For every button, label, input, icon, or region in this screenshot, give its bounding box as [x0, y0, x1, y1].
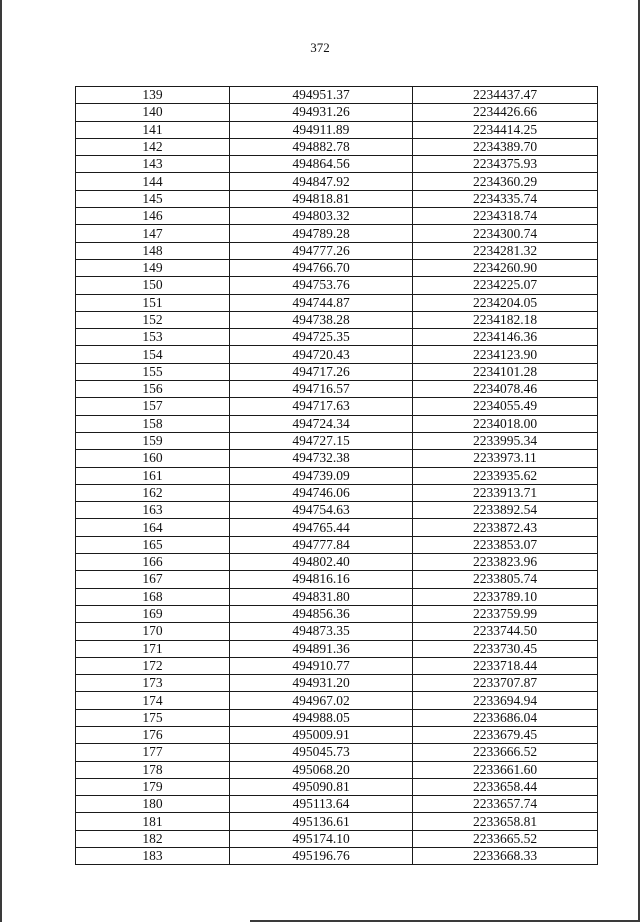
point-number-cell: 183 — [76, 848, 230, 865]
x-coordinate-cell: 494911.89 — [230, 121, 413, 138]
y-coordinate-cell: 2233666.52 — [413, 744, 598, 761]
x-coordinate-cell: 494744.87 — [230, 294, 413, 311]
x-coordinate-cell: 494725.35 — [230, 329, 413, 346]
y-coordinate-cell: 2233730.45 — [413, 640, 598, 657]
x-coordinate-cell: 494739.09 — [230, 467, 413, 484]
point-number-cell: 142 — [76, 138, 230, 155]
point-number-cell: 177 — [76, 744, 230, 761]
x-coordinate-cell: 494746.06 — [230, 484, 413, 501]
y-coordinate-cell: 2233657.74 — [413, 796, 598, 813]
table-row — [76, 830, 598, 847]
y-coordinate-cell: 2234225.07 — [413, 277, 598, 294]
table-row — [76, 277, 598, 294]
y-coordinate-cell: 2233759.99 — [413, 605, 598, 622]
point-number-cell: 163 — [76, 502, 230, 519]
point-number-cell: 155 — [76, 363, 230, 380]
table-row — [76, 87, 598, 104]
point-number-cell: 166 — [76, 554, 230, 571]
x-coordinate-cell: 494720.43 — [230, 346, 413, 363]
point-number-cell: 156 — [76, 381, 230, 398]
table-row — [76, 761, 598, 778]
x-coordinate-cell: 494831.80 — [230, 588, 413, 605]
y-coordinate-cell: 2233694.94 — [413, 692, 598, 709]
y-coordinate-cell: 2234101.28 — [413, 363, 598, 380]
x-coordinate-cell: 494816.16 — [230, 571, 413, 588]
x-coordinate-cell: 494717.26 — [230, 363, 413, 380]
point-number-cell: 149 — [76, 259, 230, 276]
y-coordinate-cell: 2234318.74 — [413, 208, 598, 225]
y-coordinate-cell: 2233686.04 — [413, 709, 598, 726]
point-number-cell: 170 — [76, 623, 230, 640]
y-coordinate-cell: 2234437.47 — [413, 87, 598, 104]
y-coordinate-cell: 2233661.60 — [413, 761, 598, 778]
table-row — [76, 605, 598, 622]
x-coordinate-cell: 494931.26 — [230, 104, 413, 121]
point-number-cell: 147 — [76, 225, 230, 242]
table-row — [76, 190, 598, 207]
y-coordinate-cell: 2233744.50 — [413, 623, 598, 640]
y-coordinate-cell: 2234300.74 — [413, 225, 598, 242]
point-number-cell: 159 — [76, 432, 230, 449]
point-number-cell: 141 — [76, 121, 230, 138]
x-coordinate-cell: 494716.57 — [230, 381, 413, 398]
point-number-cell: 146 — [76, 208, 230, 225]
coordinates-table — [75, 86, 598, 865]
point-number-cell: 173 — [76, 675, 230, 692]
point-number-cell: 153 — [76, 329, 230, 346]
point-number-cell: 182 — [76, 830, 230, 847]
x-coordinate-cell: 494967.02 — [230, 692, 413, 709]
table-row — [76, 519, 598, 536]
table-row — [76, 156, 598, 173]
table-row — [76, 363, 598, 380]
point-number-cell: 176 — [76, 726, 230, 743]
point-number-cell: 172 — [76, 657, 230, 674]
y-coordinate-cell: 2233665.52 — [413, 830, 598, 847]
table-row — [76, 208, 598, 225]
y-coordinate-cell: 2233935.62 — [413, 467, 598, 484]
y-coordinate-cell: 2233789.10 — [413, 588, 598, 605]
y-coordinate-cell: 2234146.36 — [413, 329, 598, 346]
x-coordinate-cell: 495136.61 — [230, 813, 413, 830]
y-coordinate-cell: 2234078.46 — [413, 381, 598, 398]
x-coordinate-cell: 494803.32 — [230, 208, 413, 225]
point-number-cell: 154 — [76, 346, 230, 363]
point-number-cell: 174 — [76, 692, 230, 709]
table-row — [76, 381, 598, 398]
y-coordinate-cell: 2234281.32 — [413, 242, 598, 259]
table-row — [76, 346, 598, 363]
point-number-cell: 145 — [76, 190, 230, 207]
x-coordinate-cell: 495113.64 — [230, 796, 413, 813]
x-coordinate-cell: 494931.20 — [230, 675, 413, 692]
x-coordinate-cell: 494754.63 — [230, 502, 413, 519]
y-coordinate-cell: 2234182.18 — [413, 311, 598, 328]
table-row — [76, 104, 598, 121]
y-coordinate-cell: 2234360.29 — [413, 173, 598, 190]
point-number-cell: 164 — [76, 519, 230, 536]
y-coordinate-cell: 2233995.34 — [413, 432, 598, 449]
y-coordinate-cell: 2234375.93 — [413, 156, 598, 173]
y-coordinate-cell: 2233872.43 — [413, 519, 598, 536]
y-coordinate-cell: 2233913.71 — [413, 484, 598, 501]
x-coordinate-cell: 494732.38 — [230, 450, 413, 467]
x-coordinate-cell: 494818.81 — [230, 190, 413, 207]
point-number-cell: 165 — [76, 536, 230, 553]
table-row — [76, 294, 598, 311]
table-row — [76, 623, 598, 640]
point-number-cell: 158 — [76, 415, 230, 432]
table-row — [76, 657, 598, 674]
x-coordinate-cell: 494753.76 — [230, 277, 413, 294]
table-row — [76, 536, 598, 553]
y-coordinate-cell: 2233658.81 — [413, 813, 598, 830]
x-coordinate-cell: 494789.28 — [230, 225, 413, 242]
point-number-cell: 168 — [76, 588, 230, 605]
table-row — [76, 242, 598, 259]
page-number: 372 — [310, 40, 330, 55]
table-row — [76, 138, 598, 155]
point-number-cell: 169 — [76, 605, 230, 622]
x-coordinate-cell: 494717.63 — [230, 398, 413, 415]
table-row — [76, 640, 598, 657]
point-number-cell: 150 — [76, 277, 230, 294]
y-coordinate-cell: 2233973.11 — [413, 450, 598, 467]
y-coordinate-cell: 2234123.90 — [413, 346, 598, 363]
x-coordinate-cell: 494727.15 — [230, 432, 413, 449]
x-coordinate-cell: 494766.70 — [230, 259, 413, 276]
table-row — [76, 484, 598, 501]
y-coordinate-cell: 2234414.25 — [413, 121, 598, 138]
coordinates-table-body — [76, 87, 598, 865]
x-coordinate-cell: 495090.81 — [230, 778, 413, 795]
point-number-cell: 175 — [76, 709, 230, 726]
x-coordinate-cell: 494777.26 — [230, 242, 413, 259]
point-number-cell: 181 — [76, 813, 230, 830]
point-number-cell: 144 — [76, 173, 230, 190]
x-coordinate-cell: 495174.10 — [230, 830, 413, 847]
table-row — [76, 173, 598, 190]
point-number-cell: 161 — [76, 467, 230, 484]
point-number-cell: 179 — [76, 778, 230, 795]
x-coordinate-cell: 494864.56 — [230, 156, 413, 173]
x-coordinate-cell: 494882.78 — [230, 138, 413, 155]
y-coordinate-cell: 2234389.70 — [413, 138, 598, 155]
point-number-cell: 180 — [76, 796, 230, 813]
table-row — [76, 259, 598, 276]
table-row — [76, 415, 598, 432]
point-number-cell: 178 — [76, 761, 230, 778]
point-number-cell: 171 — [76, 640, 230, 657]
y-coordinate-cell: 2234426.66 — [413, 104, 598, 121]
point-number-cell: 143 — [76, 156, 230, 173]
x-coordinate-cell: 494847.92 — [230, 173, 413, 190]
table-row — [76, 848, 598, 865]
y-coordinate-cell: 2233853.07 — [413, 536, 598, 553]
y-coordinate-cell: 2233707.87 — [413, 675, 598, 692]
x-coordinate-cell: 494738.28 — [230, 311, 413, 328]
x-coordinate-cell: 494951.37 — [230, 87, 413, 104]
y-coordinate-cell: 2234055.49 — [413, 398, 598, 415]
x-coordinate-cell: 494724.34 — [230, 415, 413, 432]
table-row — [76, 467, 598, 484]
y-coordinate-cell: 2233658.44 — [413, 778, 598, 795]
y-coordinate-cell: 2234204.05 — [413, 294, 598, 311]
x-coordinate-cell: 495196.76 — [230, 848, 413, 865]
x-coordinate-cell: 494873.35 — [230, 623, 413, 640]
point-number-cell: 160 — [76, 450, 230, 467]
table-row — [76, 225, 598, 242]
y-coordinate-cell: 2233718.44 — [413, 657, 598, 674]
table-row — [76, 121, 598, 138]
table-row — [76, 311, 598, 328]
point-number-cell: 140 — [76, 104, 230, 121]
table-row — [76, 813, 598, 830]
table-row — [76, 398, 598, 415]
point-number-cell: 152 — [76, 311, 230, 328]
table-row — [76, 554, 598, 571]
table-row — [76, 450, 598, 467]
y-coordinate-cell: 2233823.96 — [413, 554, 598, 571]
y-coordinate-cell: 2233892.54 — [413, 502, 598, 519]
point-number-cell: 139 — [76, 87, 230, 104]
y-coordinate-cell: 2233805.74 — [413, 571, 598, 588]
table-row — [76, 778, 598, 795]
scan-border-left — [0, 0, 2, 922]
x-coordinate-cell: 494856.36 — [230, 605, 413, 622]
table-row — [76, 502, 598, 519]
y-coordinate-cell: 2233668.33 — [413, 848, 598, 865]
table-row — [76, 675, 598, 692]
y-coordinate-cell: 2233679.45 — [413, 726, 598, 743]
point-number-cell: 148 — [76, 242, 230, 259]
x-coordinate-cell: 494777.84 — [230, 536, 413, 553]
x-coordinate-cell: 494988.05 — [230, 709, 413, 726]
point-number-cell: 167 — [76, 571, 230, 588]
table-row — [76, 709, 598, 726]
y-coordinate-cell: 2234018.00 — [413, 415, 598, 432]
x-coordinate-cell: 494802.40 — [230, 554, 413, 571]
table-row — [76, 588, 598, 605]
x-coordinate-cell: 495045.73 — [230, 744, 413, 761]
x-coordinate-cell: 495068.20 — [230, 761, 413, 778]
y-coordinate-cell: 2234260.90 — [413, 259, 598, 276]
x-coordinate-cell: 494910.77 — [230, 657, 413, 674]
table-row — [76, 432, 598, 449]
table-row — [76, 726, 598, 743]
table-row — [76, 796, 598, 813]
table-row — [76, 692, 598, 709]
point-number-cell: 162 — [76, 484, 230, 501]
y-coordinate-cell: 2234335.74 — [413, 190, 598, 207]
table-row — [76, 329, 598, 346]
table-row — [76, 744, 598, 761]
x-coordinate-cell: 495009.91 — [230, 726, 413, 743]
x-coordinate-cell: 494765.44 — [230, 519, 413, 536]
point-number-cell: 157 — [76, 398, 230, 415]
table-row — [76, 571, 598, 588]
x-coordinate-cell: 494891.36 — [230, 640, 413, 657]
point-number-cell: 151 — [76, 294, 230, 311]
